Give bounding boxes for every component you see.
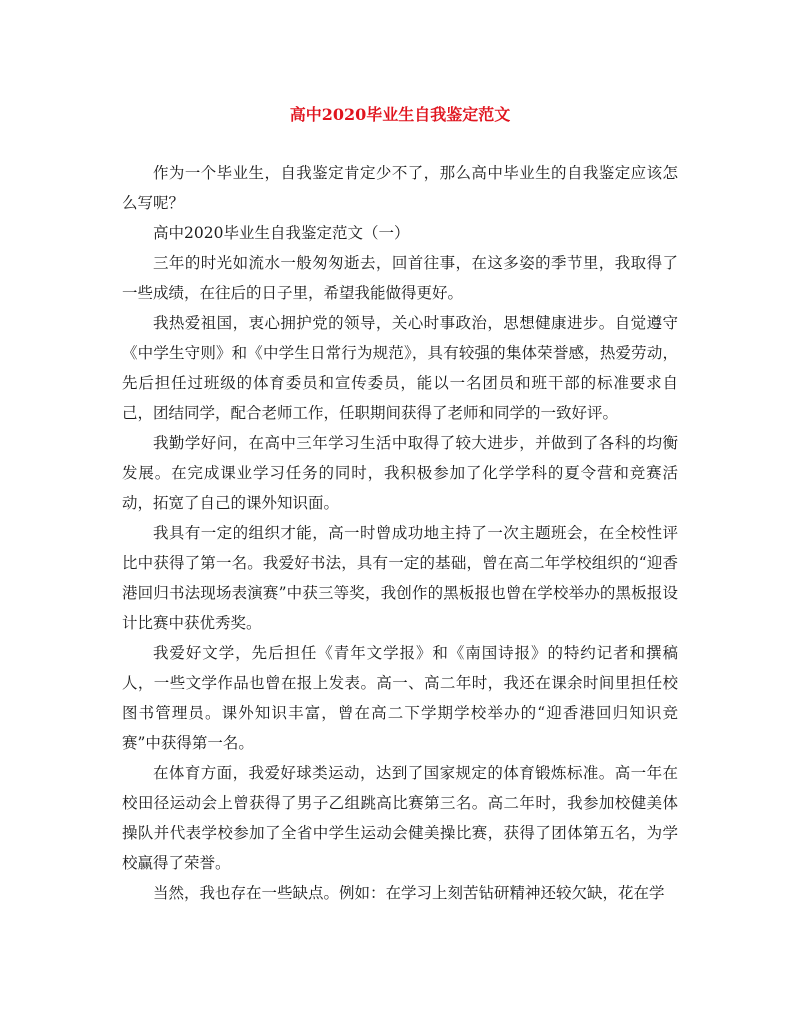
body-paragraph: 当然，我也存在一些缺点。例如：在学习上刻苦钻研精神还较欠缺，花在学 [153,884,665,902]
document-body [122,158,678,908]
body-paragraph: 我热爱祖国，衷心拥护党的领导，关心时事政治，思想健康进步。自觉遵守《中学生守则》和《中学生日常行为规范》，具有较强的集体荣誉感，热爱劳动，先后担任过班级的体育委员和宣传委员，能以一名团员和班干部的标准要求自己，团结同学，配合老师工作，任职期间获得了老师和同学的一致好评。 [122,314,678,422]
body-paragraph: 我爱好文学，先后担任《青年文学报》和《南国诗报》的特约记者和撰稿人，一些文学作品也曾在报上发表。高一、高二年时，我还在课余时间里担任校图书管理员。课外知识丰富，曾在高二下学期学校举办的“迎香港回归知识竞赛”中获得第一名。 [122,644,678,752]
intro-paragraph: 作为一个毕业生，自我鉴定肯定少不了，那么高中毕业生的自我鉴定应该怎么写呢？ [122,164,678,212]
body-paragraph: 我具有一定的组织才能，高一时曾成功地主持了一次主题班会，在全校性评比中获得了第一名。我爱好书法，具有一定的基础，曾在高二年学校组织的“迎香港回归书法现场表演赛”中获三等奖，我创作的黑板报也曾在学校举办的黑板报设计比赛中获优秀奖。 [122,524,678,632]
document-title: 高中2020毕业生自我鉴定范文 [289,105,511,124]
section-heading: 高中2020毕业生自我鉴定范文（一） [153,224,410,242]
body-paragraph: 在体育方面，我爱好球类运动，达到了国家规定的体育锻炼标准。高一年在校田径运动会上曾获得了男子乙组跳高比赛第三名。高二年时，我参加校健美体操队并代表学校参加了全省中学生运动会健美操比赛，获得了团体第五名，为学校赢得了荣誉。 [122,764,678,872]
body-paragraph: 我勤学好问，在高中三年学习生活中取得了较大进步，并做到了各科的均衡发展。在完成课业学习任务的同时，我积极参加了化学学科的夏令营和竞赛活动，拓宽了自己的课外知识面。 [122,434,678,512]
body-paragraph: 三年的时光如流水一般匆匆逝去，回首往事，在这多姿的季节里，我取得了一些成绩，在往后的日子里，希望我能做得更好。 [122,254,678,302]
